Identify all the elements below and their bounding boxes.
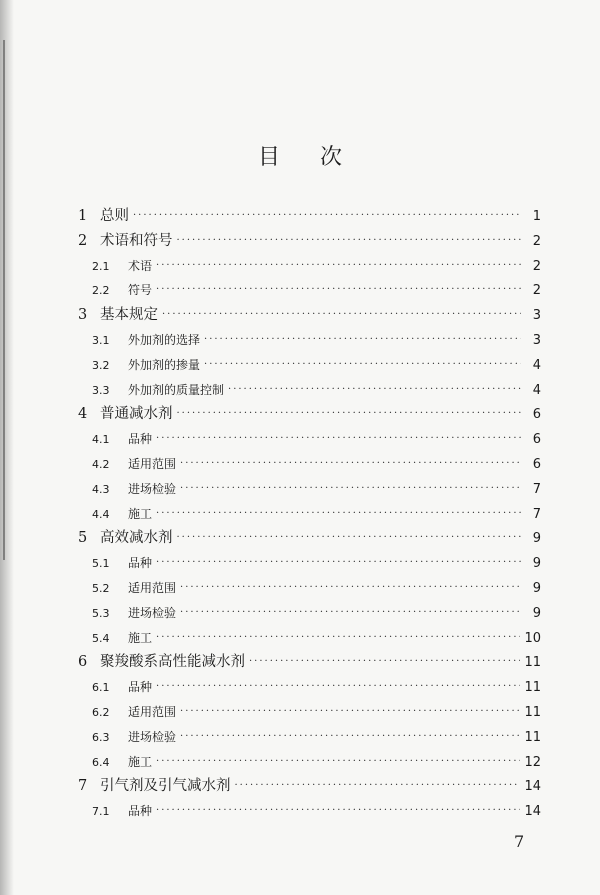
page-title: [0, 140, 600, 171]
toc-entry-label: 外加剂的掺量: [128, 357, 201, 372]
toc-entry[interactable]: [78, 502, 541, 527]
toc-entry-page: 11: [524, 655, 541, 671]
toc-entry-label: 进场检验: [128, 481, 177, 496]
toc-entry-number: 3.1: [92, 333, 110, 347]
toc-entry-label: 引气剂及引气减水剂: [100, 778, 231, 795]
toc-dot-leader: [204, 328, 521, 353]
toc-entry-number: 6: [78, 654, 88, 671]
toc-entry-page: 11: [524, 704, 541, 720]
toc-entry-label: 普通减水剂: [100, 406, 173, 423]
toc-entry[interactable]: [78, 328, 541, 353]
toc-entry-page: 9: [532, 556, 541, 572]
toc-entry-number: 2.1: [92, 259, 110, 273]
toc-dot-leader: [204, 353, 521, 378]
toc-entry-page: 4: [532, 357, 541, 373]
toc-entry[interactable]: [78, 675, 541, 700]
toc-entry-number: 4.1: [92, 433, 110, 447]
toc-entry[interactable]: [78, 526, 541, 551]
toc-entry-page: 3: [532, 332, 541, 348]
toc-dot-leader: [156, 278, 521, 303]
toc-entry-number: 5.1: [92, 557, 110, 571]
toc-entry[interactable]: [78, 551, 541, 576]
toc-entry-page: 2: [532, 233, 541, 249]
toc-entry-page: 6: [532, 456, 541, 472]
toc-entry[interactable]: [78, 378, 541, 403]
page-number: 7: [514, 832, 525, 851]
toc-dot-leader: [162, 303, 521, 328]
toc-dot-leader: [156, 750, 520, 775]
toc-entry-page: 9: [532, 580, 541, 596]
toc-entry[interactable]: [78, 750, 541, 775]
toc-entry[interactable]: [78, 799, 541, 824]
toc-dot-leader: [156, 502, 521, 527]
toc-entry-page: 3: [532, 308, 541, 324]
toc-entry-number: 6.3: [92, 730, 110, 744]
toc-entry-number: 6.1: [92, 681, 110, 695]
toc-entry[interactable]: [78, 700, 541, 725]
toc-entry[interactable]: [78, 774, 541, 799]
toc-entry-label: 品种: [128, 556, 153, 571]
toc-entry-number: 1: [78, 208, 88, 224]
toc-dot-leader: [177, 526, 522, 551]
toc-entry-number: 3.2: [92, 358, 110, 372]
toc-entry-number: 4: [78, 406, 88, 423]
toc-entry-number: 5.2: [92, 581, 110, 595]
toc-entry-label: 术语和符号: [100, 232, 173, 249]
toc-entry-page: 2: [532, 258, 541, 274]
toc-dot-leader: [156, 626, 520, 651]
toc-dot-leader: [180, 477, 521, 502]
toc-entry-page: 6: [532, 407, 541, 423]
toc-entry-label: 术语: [128, 258, 153, 273]
toc-entry[interactable]: [78, 204, 541, 229]
toc-entry-label: 品种: [128, 680, 153, 695]
toc-dot-leader: [156, 254, 521, 279]
title-char-1: 目: [257, 145, 280, 170]
toc-entry-page: 11: [524, 680, 541, 696]
toc-dot-leader: [180, 725, 520, 750]
toc-entry-page: 14: [524, 779, 541, 795]
toc-entry-number: 5: [78, 530, 88, 547]
toc-entry-label: 总则: [100, 208, 129, 224]
toc-entry-page: 4: [532, 382, 541, 398]
toc-entry-page: 7: [532, 506, 541, 522]
toc-entry-label: 进场检验: [128, 729, 177, 744]
toc-entry-label: 基本规定: [100, 307, 158, 324]
toc-entry-page: 1: [532, 209, 541, 224]
toc-entry[interactable]: [78, 254, 541, 279]
toc-entry-label: 适用范围: [128, 456, 177, 471]
toc-entry-number: 2: [78, 232, 88, 249]
toc-entry-label: 适用范围: [128, 580, 177, 595]
toc-entry[interactable]: [78, 650, 541, 675]
toc-entry-page: 12: [524, 754, 541, 770]
toc-entry-page: 10: [524, 630, 541, 646]
toc-entry-number: 6.4: [92, 755, 110, 769]
toc-entry[interactable]: [78, 576, 541, 601]
toc-entry-number: 3.3: [92, 383, 110, 397]
toc-entry-number: 4.3: [92, 482, 110, 496]
toc-entry-page: 9: [532, 531, 541, 547]
toc-dot-leader: [156, 427, 521, 452]
toc-entry[interactable]: [78, 229, 541, 254]
toc-entry[interactable]: [78, 477, 541, 502]
toc-entry-label: 品种: [128, 432, 153, 447]
toc-entry-page: 9: [532, 605, 541, 621]
page-edge-line: [3, 40, 5, 560]
toc-dot-leader: [228, 378, 521, 403]
toc-entry[interactable]: [78, 303, 541, 328]
toc-entry-page: 7: [532, 481, 541, 497]
toc-dot-leader: [180, 700, 520, 725]
toc-entry[interactable]: [78, 402, 541, 427]
toc-entry-label: 施工: [128, 506, 153, 521]
toc-entry[interactable]: [78, 601, 541, 626]
toc-entry[interactable]: [78, 452, 541, 477]
toc-dot-leader: [156, 799, 520, 824]
toc-entry[interactable]: [78, 278, 541, 303]
title-char-2: 次: [320, 145, 343, 170]
toc-entry-number: 5.4: [92, 631, 110, 645]
toc-dot-leader: [177, 402, 522, 427]
toc-entry-label: 适用范围: [128, 704, 177, 719]
toc-entry-number: 4.4: [92, 507, 110, 521]
toc-dot-leader: [133, 204, 521, 229]
toc-entry[interactable]: [78, 427, 541, 452]
toc-entry-label: 聚羧酸系高性能减水剂: [100, 654, 245, 671]
toc-entry-page: 6: [532, 432, 541, 448]
toc-entry[interactable]: [78, 353, 541, 378]
toc-entry-number: 3: [78, 307, 88, 324]
toc-entry-number: 7: [78, 778, 88, 795]
toc-entry-label: 高效减水剂: [100, 530, 173, 547]
toc-dot-leader: [249, 650, 520, 675]
toc-entry-label: 品种: [128, 804, 153, 819]
toc-dot-leader: [177, 229, 522, 254]
toc-entry[interactable]: [78, 626, 541, 651]
toc-entry-label: 施工: [128, 754, 153, 769]
toc-dot-leader: [156, 675, 520, 700]
toc-dot-leader: [180, 452, 521, 477]
toc-entry-page: 2: [532, 283, 541, 299]
toc-dot-leader: [156, 551, 521, 576]
toc-entry[interactable]: [78, 725, 541, 750]
toc-entry-number: 4.2: [92, 457, 110, 471]
table-of-contents: [78, 204, 541, 824]
toc-dot-leader: [180, 576, 521, 601]
toc-entry-number: 5.3: [92, 606, 110, 620]
toc-entry-page: 11: [524, 729, 541, 745]
toc-entry-number: 7.1: [92, 805, 110, 819]
toc-dot-leader: [235, 774, 521, 799]
toc-entry-page: 14: [524, 804, 541, 820]
toc-entry-label: 外加剂的选择: [128, 332, 201, 347]
toc-entry-label: 符号: [128, 283, 153, 298]
toc-entry-label: 施工: [128, 630, 153, 645]
toc-entry-number: 6.2: [92, 705, 110, 719]
toc-dot-leader: [180, 601, 521, 626]
toc-entry-number: 2.2: [92, 284, 110, 298]
toc-entry-label: 进场检验: [128, 605, 177, 620]
toc-entry-label: 外加剂的质量控制: [128, 382, 225, 397]
